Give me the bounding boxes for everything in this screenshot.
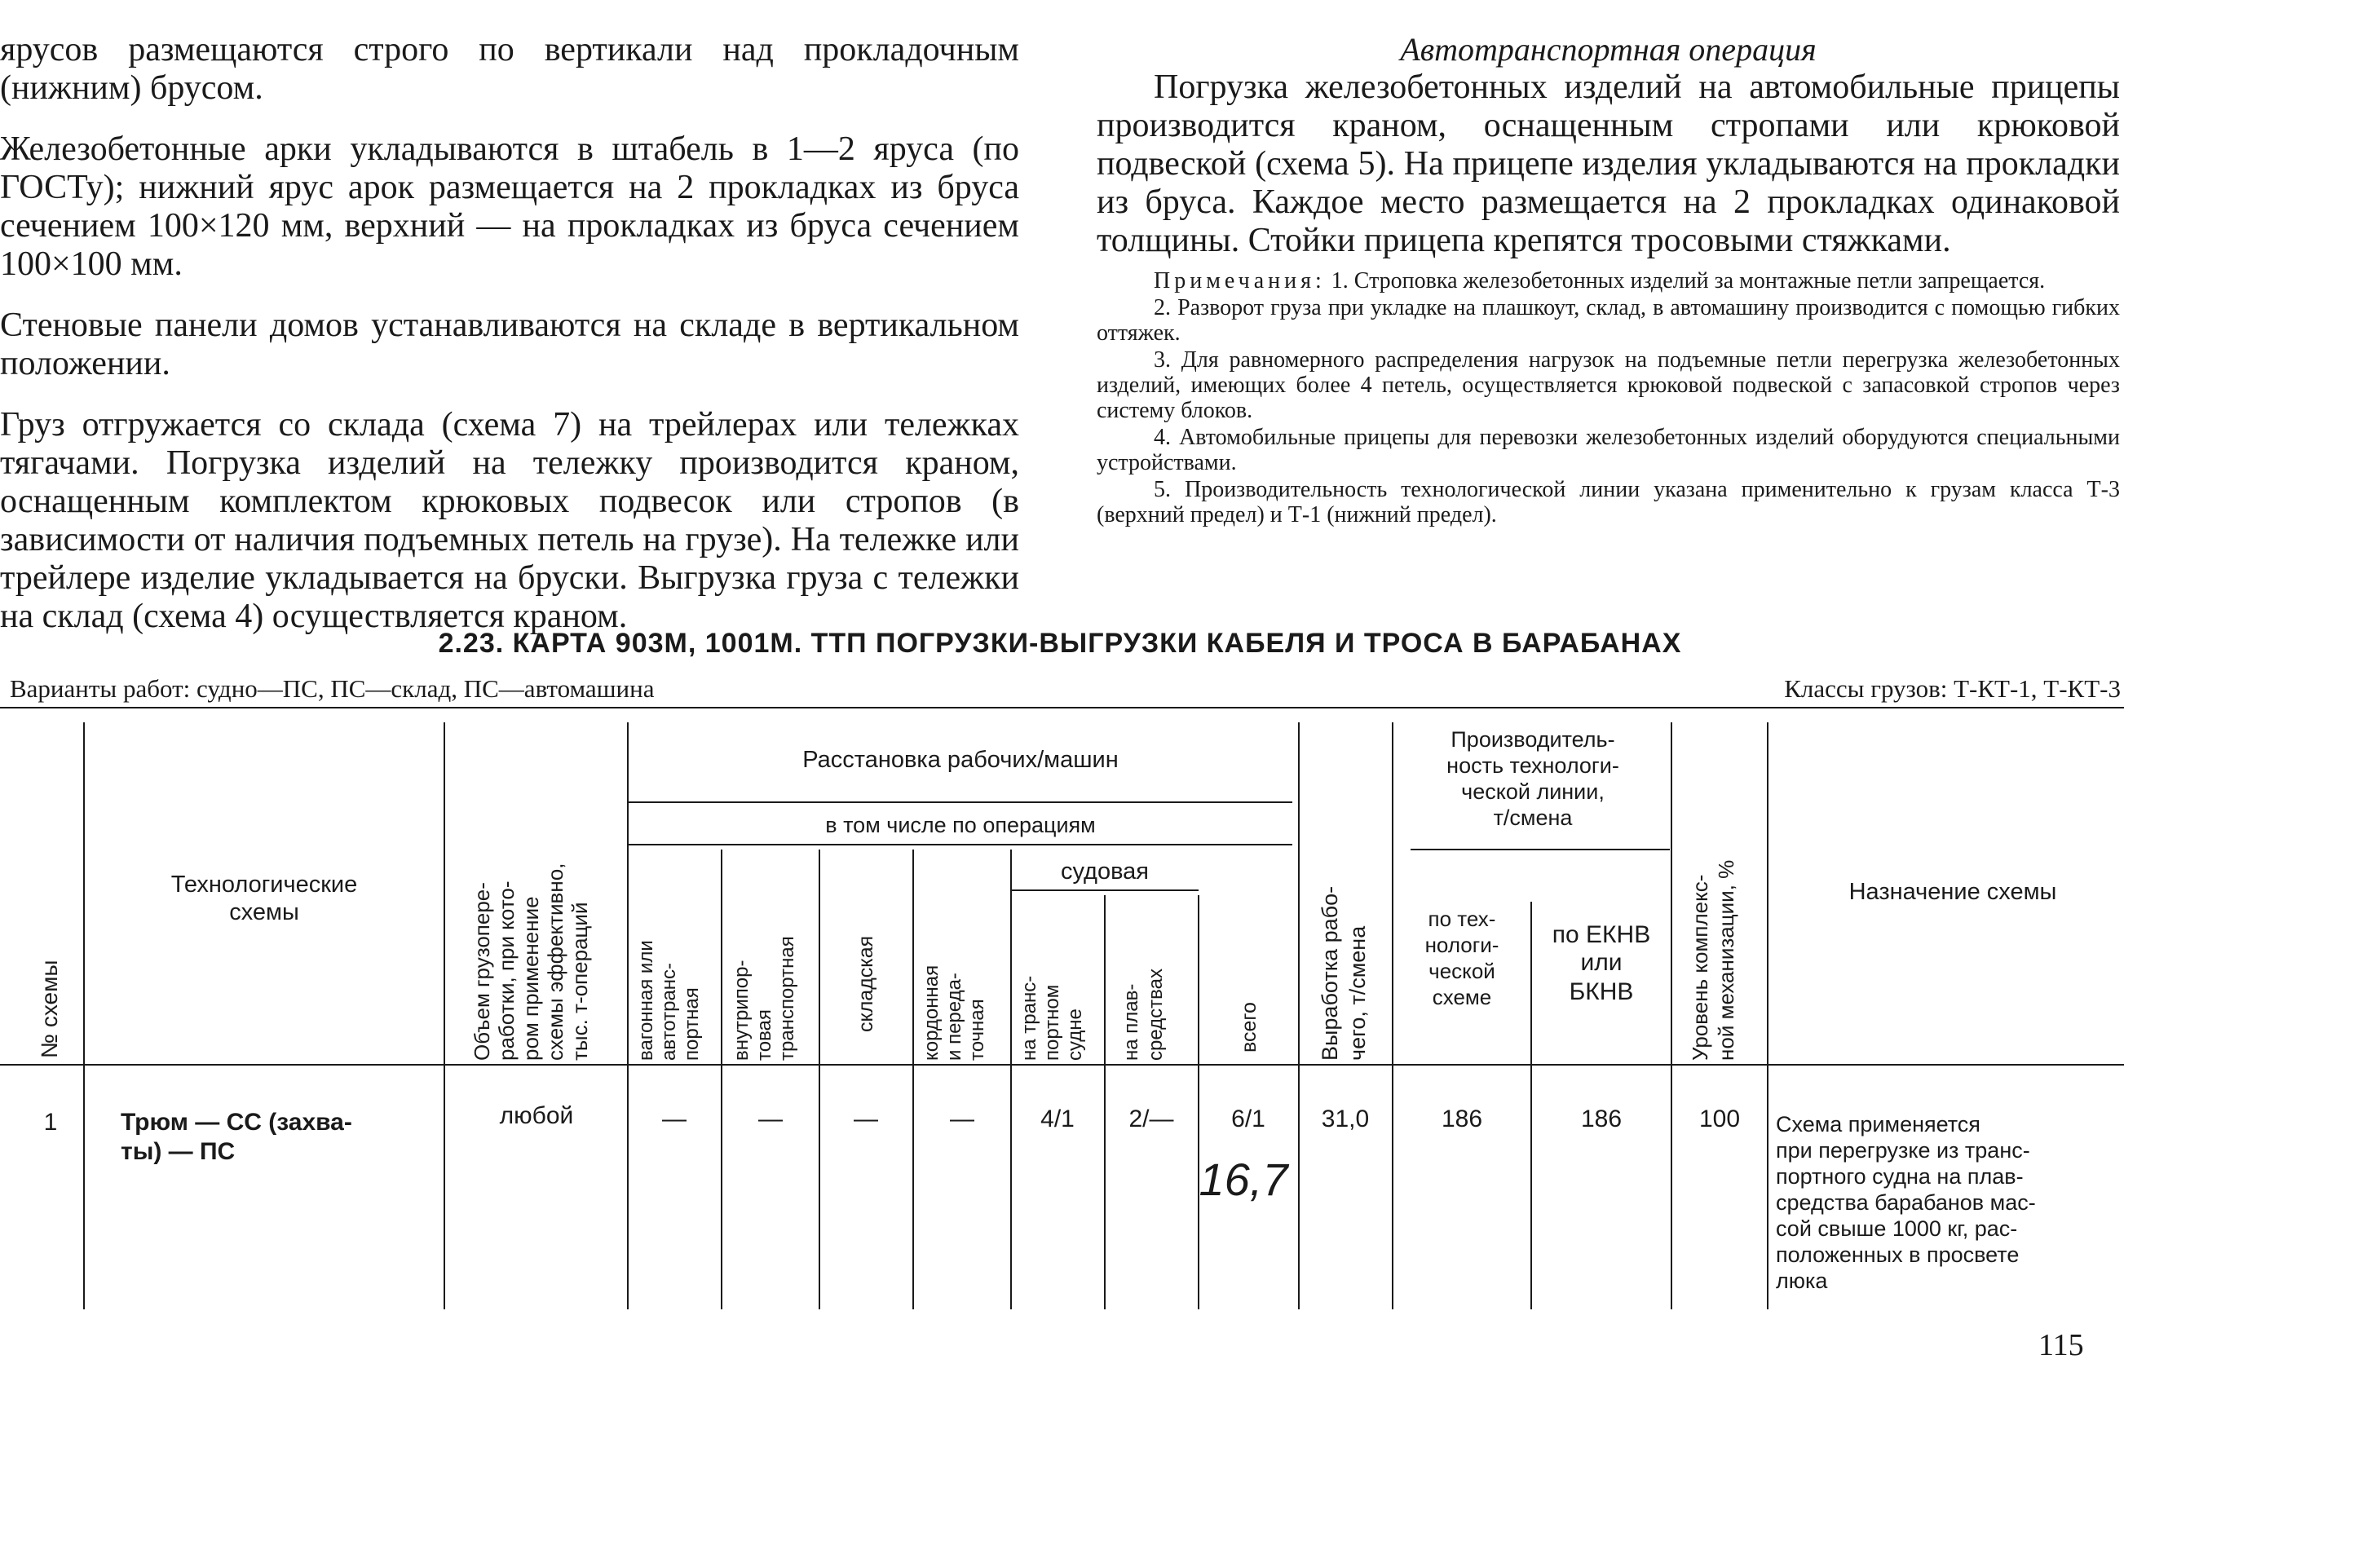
- svg-text:портного судна на плав-: портного судна на плав-: [1776, 1164, 2024, 1189]
- note-item: 5. Производительность технологической линии указана применительно к грузам класса Т-3 (верхний предел) и Т-1 (нижний предел).: [1097, 477, 2120, 527]
- svg-text:на транс-: на транс-: [1018, 975, 1040, 1061]
- svg-text:точная: точная: [966, 999, 988, 1061]
- svg-text:средствах: средствах: [1145, 969, 1167, 1061]
- svg-text:товая: товая: [753, 1009, 775, 1061]
- purpose-text: [1776, 1112, 2036, 1293]
- svg-text:Производитель-: Производитель-: [1451, 727, 1615, 752]
- header-productivity: [1446, 727, 1619, 830]
- svg-text:автотранс-: автотранс-: [658, 962, 680, 1061]
- svg-text:кордонная: кордонная: [921, 964, 943, 1061]
- header-volume: [470, 863, 592, 1061]
- page-number: 115: [2038, 1328, 2084, 1362]
- svg-text:ность технологи-: ность технологи-: [1446, 753, 1619, 778]
- svg-text:ты) — ПС: ты) — ПС: [121, 1138, 236, 1165]
- left-text-column: [0, 31, 1019, 659]
- note-item: 4. Автомобильные прицепы для перевозки железобетонных изделий оборудуются специальными устройствами.: [1097, 425, 2120, 475]
- header-output: [1318, 886, 1370, 1061]
- svg-text:Схема применяется: Схема применяется: [1776, 1112, 1980, 1137]
- note-item: [1097, 268, 2120, 294]
- svg-text:схеме: схеме: [1432, 985, 1492, 1009]
- svg-text:Трюм — СС (захва-: Трюм — СС (захва-: [121, 1109, 352, 1136]
- svg-text:чего, т/смена: чего, т/смена: [1345, 925, 1370, 1061]
- paragraph: Груз отгружается со склада (схема 7) на трейлерах или тележках тягачами. Погрузка изделий на тележку производится краном, оснащенным комплектом крюковых подвесок или стропов (в зависимости от наличия подъемных петель на грузе). На тележке или трейлере изделие укладывается на бруски. Выгрузка груза с тележки на склад (схема 4) осуществляется краном.: [0, 406, 1019, 635]
- header-scheme-no: № схемы: [37, 960, 62, 1058]
- header-intraport: [731, 936, 798, 1061]
- header-wagon: [635, 940, 703, 1061]
- paragraph: ярусов размещаются строго по вертикали над прокладочным (нижним) брусом.: [0, 31, 1019, 107]
- svg-text:ческой: ческой: [1428, 959, 1495, 983]
- svg-text:любой: любой: [499, 1102, 574, 1129]
- svg-text:люка: люка: [1776, 1269, 1828, 1293]
- svg-text:схемы эффективно,: схемы эффективно,: [543, 863, 567, 1061]
- header-mech-level: [1688, 860, 1738, 1061]
- svg-text:—: —: [758, 1106, 783, 1132]
- svg-text:—: —: [662, 1106, 687, 1132]
- header-by-eknv: [1552, 921, 1650, 1005]
- svg-text:ческой линии,: ческой линии,: [1461, 779, 1605, 804]
- header-cordon: [921, 965, 988, 1061]
- svg-text:31,0: 31,0: [1321, 1106, 1370, 1132]
- svg-text:186: 186: [1580, 1106, 1623, 1132]
- svg-text:Выработка рабо-: Выработка рабо-: [1318, 885, 1342, 1061]
- header-purpose: Назначение схемы: [1848, 879, 2057, 905]
- svg-text:4/1: 4/1: [1040, 1106, 1075, 1132]
- card-table: [0, 706, 2136, 1330]
- svg-text:по ЕКНВ: по ЕКНВ: [1552, 921, 1651, 948]
- svg-text:186: 186: [1441, 1106, 1483, 1132]
- table-row: [44, 1102, 2036, 1293]
- svg-text:судне: судне: [1064, 1009, 1086, 1061]
- svg-text:Объем грузопере-: Объем грузопере-: [470, 882, 494, 1061]
- svg-text:—: —: [950, 1106, 974, 1132]
- header-total: всего: [1238, 1002, 1261, 1053]
- work-variants: Варианты работ: судно—ПС, ПС—склад, ПС—автомашина: [10, 674, 655, 703]
- svg-text:портная: портная: [681, 987, 703, 1061]
- paragraph: Железобетонные арки укладываются в штабель в 1—2 яруса (по ГОСТу); нижний ярус арок размещается на 2 прокладках из бруса сечением 100×120 мм, верхний — на прокладках из бруса сечением 100×100 мм.: [0, 130, 1019, 283]
- table-grid: [0, 706, 2136, 1326]
- right-text-column: [1097, 31, 2120, 529]
- svg-text:Уровень комплекс-: Уровень комплекс-: [1688, 874, 1712, 1061]
- svg-text:100: 100: [1698, 1106, 1741, 1132]
- header-tech-schemes: Технологические схемы: [170, 872, 358, 925]
- paragraph: Погрузка железобетонных изделий на автомобильные прицепы производится краном, оснащенным стропами или крюковой подвеской (схема 5). На прицепе изделия укладываются на прокладки из бруса. Каждое место размещается на 2 прокладках одинаковой толщины. Стойки прицепа крепятся тросовыми стяжками.: [1097, 68, 2120, 259]
- header-placement: Расстановка рабочих/машин: [802, 747, 1119, 773]
- handwritten-note: 16,7: [1199, 1154, 1288, 1205]
- svg-text:т/смена: т/смена: [1493, 805, 1573, 830]
- svg-text:и переда-: и переда-: [943, 973, 965, 1061]
- svg-text:при перегрузке из транс-: при перегрузке из транс-: [1776, 1138, 2030, 1163]
- svg-text:1: 1: [43, 1109, 58, 1136]
- header-by-tech-scheme: [1425, 907, 1499, 1009]
- svg-text:по тех-: по тех-: [1428, 907, 1496, 931]
- header-on-floating: [1120, 969, 1167, 1061]
- card-title: 2.23. КАРТА 903М, 1001М. ТТП ПОГРУЗКИ-ВЫГРУЗКИ КАБЕЛЯ И ТРОСА В БАРАБАНАХ: [438, 628, 1682, 659]
- svg-text:средства барабанов мас-: средства барабанов мас-: [1776, 1190, 2036, 1215]
- header-by-operations: в том числе по операциям: [825, 813, 1096, 837]
- svg-text:ром применение: ром применение: [519, 896, 543, 1061]
- svg-text:ной механизации, %: ной механизации, %: [1714, 859, 1738, 1061]
- header-ship: судовая: [1061, 858, 1149, 885]
- svg-text:БКНВ: БКНВ: [1569, 978, 1634, 1005]
- svg-text:—: —: [854, 1106, 878, 1132]
- svg-text:или: или: [1580, 949, 1623, 976]
- svg-text:работки, при кото-: работки, при кото-: [494, 881, 519, 1061]
- svg-text:тыс. т-операций: тыс. т-операций: [567, 902, 592, 1061]
- svg-text:нологи-: нологи-: [1424, 933, 1499, 957]
- svg-text:портном: портном: [1041, 984, 1063, 1061]
- svg-text:внутрипор-: внутрипор-: [731, 960, 753, 1061]
- note-item: 2. Разворот груза при укладке на плашкоут, склад, в автомашину производится с помощью гибких оттяжек.: [1097, 295, 2120, 346]
- note-text: 1. Строповка железобетонных изделий за монтажные петли запрещается.: [1331, 268, 2046, 294]
- svg-text:на плав-: на плав-: [1120, 983, 1142, 1061]
- header-warehouse: складская: [854, 935, 877, 1032]
- note-item: 3. Для равномерного распределения нагрузок на подъемные петли перегрузка железобетонных изделий, имеющих более 4 петель, осуществляется крюковой подвеской с запасовкой стропов через систему блоков.: [1097, 347, 2120, 423]
- section-heading: Автотранспортная операция: [1400, 31, 1817, 68]
- svg-text:6/1: 6/1: [1231, 1106, 1265, 1132]
- svg-text:2/—: 2/—: [1128, 1106, 1174, 1132]
- notes-label: Примечания:: [1154, 268, 1326, 294]
- paragraph: Стеновые панели домов устанавливаются на складе в вертикальном положении.: [0, 307, 1019, 382]
- cargo-classes: Классы грузов: Т-КТ-1, Т-КТ-3: [1784, 674, 2121, 703]
- svg-text:сой свыше 1000 кг, рас-: сой свыше 1000 кг, рас-: [1776, 1216, 2018, 1241]
- svg-text:положенных в просвете: положенных в просвете: [1776, 1242, 2020, 1267]
- svg-text:транспортная: транспортная: [776, 936, 798, 1061]
- header-on-transport-ship: [1018, 976, 1086, 1061]
- svg-text:вагонная или: вагонная или: [635, 940, 657, 1061]
